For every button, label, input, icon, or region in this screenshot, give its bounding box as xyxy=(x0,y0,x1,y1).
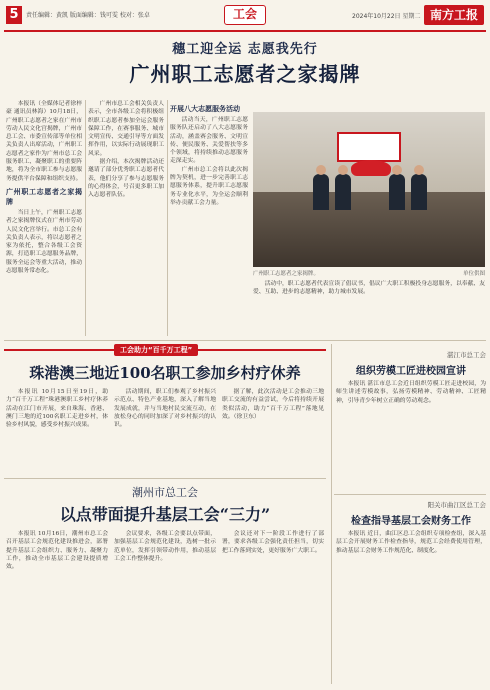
story2-column-1 xyxy=(6,388,108,474)
page-header xyxy=(0,0,490,34)
side2-kicker: 阳关市曲江区总工会 xyxy=(427,501,486,509)
story3-paragraph: 会议要求，各级工会要以点带面，加强基层工会规范化建设，选树一批示范单位，发挥引领带动作用，推动基层工会工作整体提升。 xyxy=(114,531,216,562)
lead-subhead-1: 广州职工志愿者之家揭牌 xyxy=(6,187,82,206)
lead-column-3 xyxy=(170,100,248,338)
side1-body xyxy=(336,380,486,488)
masthead-logo: 南方工报 xyxy=(424,5,484,25)
photo-caption-text: 广州职工志愿者之家揭牌。 xyxy=(253,271,320,277)
lead-paragraph: 活动当天，广州职工志愿服务队还启动了八大志愿服务活动，涵盖赛会服务、文明宣传、便民服务、关爱帮扶等多个领域，将持续推动志愿服务走深走实。 xyxy=(170,117,248,165)
photo-credit: 单位供图 xyxy=(462,271,485,277)
side2-paragraph: 本报讯 近日，曲江区总工会组织专项检查组，深入基层工会开展财务工作检查指导，规范工会经费使用管理，推动基层工会财务工作规范化、制度化。 xyxy=(336,531,486,554)
story2-paragraph: 本报讯 10月15日至19日，助力“百千万工程”珠港澳职工乡村疗休养活动在江门市开展，来自珠海、香港、澳门三地的近100名职工走进乡村，体验乡村风貌，感受乡村振兴成果。 xyxy=(6,389,108,429)
lead-paragraph: 本报讯（全媒体记者徐梓豪 通讯员林海）10月18日，广州职工志愿者之家在广州市劳动人民文化宫揭牌，广州市总工会、市委宣传部等单位相关负责人出席活动，广州职工志愿者之家作为广州市总工会服务职工、凝聚职工的重要阵地，将为全市职工参与志愿服务提供平台保障和组织支持。 xyxy=(6,101,82,182)
story2-headline: 珠港澳三地近100名职工参加乡村疗休养 xyxy=(29,364,301,382)
sidebar-rule xyxy=(331,344,332,684)
lead-paragraph: 广州市总工会将以此次揭牌为契机，进一步完善职工志愿服务体系，提升职工志愿服务专业化水平，为全运会顺利举办贡献工会力量。 xyxy=(170,166,248,206)
story3-paragraph: 会议还对下一阶段工作进行了部署，要求各级工会强化责任担当，切实把工作落到实处，更好服务广大职工。 xyxy=(222,531,324,554)
lead-photo xyxy=(253,112,485,267)
sidebar-divider xyxy=(334,494,486,495)
story3-kicker: 潮州市总工会 xyxy=(132,486,198,499)
column-rule xyxy=(85,100,86,336)
side2-body xyxy=(336,530,486,684)
section-divider xyxy=(4,478,326,479)
editors-line: 责任编辑：黄凯 版面编辑：钱可雯 校对：张卓 xyxy=(26,12,150,19)
photo-caption xyxy=(253,269,485,277)
story3-headline: 以点带面提升基层工会“三力” xyxy=(59,505,271,524)
lead-paragraph: 据介绍，本次揭牌活动还邀请了部分优秀职工志愿者代表，他们分享了参与志愿服务的心得体会，号召更多职工加入志愿者队伍。 xyxy=(88,159,164,199)
story3-paragraph: 本报讯 10月16日，潮州市总工会召开基层工会规范化建设推进会，部署提升基层工会组织力、服务力、凝聚力工作，推动全市基层工会建设提质增效。 xyxy=(6,531,108,571)
side2-headline: 检查指导基层工会财务工作 xyxy=(351,516,471,527)
story2-column-2 xyxy=(114,388,216,474)
story2-column-3 xyxy=(222,388,324,474)
column-rule xyxy=(167,100,168,336)
lead-paragraph: 广州市总工会相关负责人表示，全市各级工会将积极组织职工志愿者参加全运会服务保障工作，在赛事服务、城市文明宣传、交通引导等方面发挥作用，以实际行动展现职工风采。 xyxy=(88,101,164,157)
side1-kicker: 湛江市总工会 xyxy=(447,351,486,359)
lead-column-1 xyxy=(6,100,82,338)
page-number: 5 xyxy=(6,6,22,24)
story3-column-2 xyxy=(114,530,216,684)
lead-paragraph: 活动中，职工志愿者代表宣读了倡议书，倡议广大职工积极投身志愿服务，以奉献、友爱、互助、进步的志愿精神，助力城市发展。 xyxy=(253,281,485,296)
side1-paragraph: 本报讯 湛江市总工会近日组织劳模工匠走进校园，为师生讲述劳模故事，弘扬劳模精神、劳动精神、工匠精神，引导青少年树立正确的劳动观念。 xyxy=(336,381,486,404)
lead-headline: 广州职工志愿者之家揭牌 xyxy=(129,62,361,86)
side1-headline: 组织劳模工匠进校园宣讲 xyxy=(356,366,466,377)
section-badge: 工会 xyxy=(224,5,266,25)
header-rule xyxy=(4,30,486,32)
story2-paragraph: 据了解，此次活动是工会推动三地职工交流的有益尝试，今后将持续开展类似活动，助力“百千万工程”落地见效。（徐卫东） xyxy=(222,389,324,420)
story3-column-1 xyxy=(6,530,108,684)
lead-column-2 xyxy=(88,100,164,338)
section-divider xyxy=(4,340,486,341)
story2-tag: 工会助力“百千万工程” xyxy=(114,344,198,356)
lead-kicker: 穗工迎全运 志愿我先行 xyxy=(172,42,318,57)
story2-paragraph: 活动期间，职工们参观了乡村振兴示范点、特色产业基地，深入了解当地发展成就，并与当地村民交流互动，在放松身心的同时加深了对乡村振兴的认识。 xyxy=(114,389,216,429)
lead-column-4 xyxy=(253,280,485,336)
story2-tagbar xyxy=(4,344,326,356)
lead-subhead-2: 开展八大志愿服务活动 xyxy=(170,105,240,113)
issue-date: 2024年10月22日 星期二 xyxy=(352,13,421,20)
lead-paragraph: 当日上午，广州职工志愿者之家揭牌仪式在广州市劳动人民文化宫举行。市总工会有关负责人表示，将以志愿者之家为依托，整合各级工会资源，打造职工志愿服务品牌，服务全运会等重大活动，推动志愿服务常态化。 xyxy=(6,209,82,275)
story3-column-3 xyxy=(222,530,324,684)
